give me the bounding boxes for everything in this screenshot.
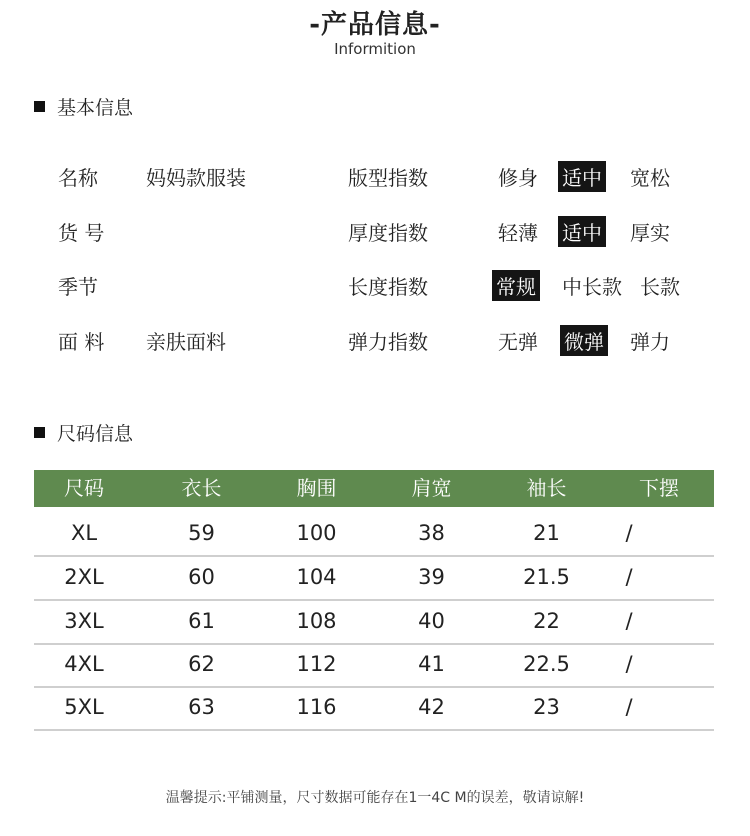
cell-size: 2XL (64, 565, 104, 589)
field-label-item-no: 货 号 (58, 221, 105, 245)
table-row (34, 686, 714, 731)
thickness-option-thick: 厚实 (630, 221, 670, 245)
cell-shoulder: 41 (418, 652, 445, 676)
elasticity-option-slight-selected: 微弹 (560, 325, 608, 356)
length-option-mid-long: 中长款 (562, 275, 622, 299)
size-info-heading (34, 418, 133, 446)
fit-option-regular-selected: 适中 (558, 161, 606, 192)
cell-bust: 100 (296, 521, 337, 545)
col-header-sleeve: 袖长 (526, 476, 567, 500)
cell-sleeve: 21 (533, 521, 560, 545)
square-bullet-icon (34, 427, 45, 438)
cell-length: 59 (188, 521, 215, 545)
thickness-option-medium-selected: 适中 (558, 216, 606, 247)
cell-length: 62 (188, 652, 215, 676)
cell-bust: 112 (296, 652, 337, 676)
cell-sleeve: 21.5 (523, 565, 570, 589)
table-row (34, 512, 714, 557)
col-header-hem: 下摆 (639, 476, 679, 500)
cell-bust: 116 (296, 695, 337, 719)
cell-shoulder: 39 (418, 565, 445, 589)
table-row (34, 643, 714, 688)
length-index-label: 长度指数 (348, 275, 428, 299)
cell-size: XL (70, 521, 98, 545)
field-label-fabric: 面 料 (58, 330, 105, 354)
elasticity-option-stretch: 弹力 (630, 330, 670, 354)
footer-note: 温馨提示:平铺测量，尺寸数据可能存在1一4C M的误差，敬请谅解! (165, 790, 585, 806)
cell-bust: 104 (296, 565, 337, 589)
elasticity-option-none: 无弹 (498, 330, 538, 354)
page-title: -产品信息- (309, 10, 441, 40)
fit-option-slim: 修身 (498, 166, 538, 190)
col-header-shoulder: 肩宽 (411, 476, 452, 500)
fit-index-label: 版型指数 (348, 166, 428, 190)
cell-length: 63 (188, 695, 215, 719)
square-bullet-icon (34, 101, 45, 112)
size-info-title: 尺码信息 (57, 422, 134, 445)
cell-sleeve: 22.5 (523, 652, 570, 676)
thickness-option-thin: 轻薄 (498, 221, 538, 245)
cell-hem: / (625, 695, 633, 719)
cell-sleeve: 22 (533, 609, 560, 633)
cell-hem: / (625, 521, 633, 545)
thickness-index-label: 厚度指数 (348, 221, 428, 245)
cell-shoulder: 40 (418, 609, 445, 633)
table-row (34, 600, 714, 645)
cell-length: 61 (188, 609, 215, 633)
length-option-long: 长款 (640, 275, 680, 299)
col-header-size: 尺码 (64, 476, 104, 500)
field-value-fabric: 亲肤面料 (146, 330, 226, 354)
field-label-name: 名称 (58, 166, 98, 190)
basic-info-heading (34, 92, 133, 120)
col-header-bust: 胸围 (296, 476, 337, 500)
fit-option-loose: 宽松 (630, 166, 670, 190)
basic-info-title: 基本信息 (57, 96, 134, 119)
field-value-name: 妈妈款服装 (146, 166, 246, 190)
cell-hem: / (625, 609, 633, 633)
col-header-length: 衣长 (181, 476, 222, 500)
elasticity-index-label: 弹力指数 (348, 330, 428, 354)
field-label-season: 季节 (58, 275, 98, 299)
size-table-header (34, 470, 714, 507)
table-row (34, 556, 714, 601)
cell-length: 60 (188, 565, 215, 589)
cell-size: 4XL (64, 652, 104, 676)
cell-shoulder: 42 (418, 695, 445, 719)
page-subtitle: Informition (334, 40, 416, 58)
length-option-regular-selected: 常规 (492, 270, 540, 301)
cell-hem: / (625, 565, 633, 589)
cell-size: 5XL (64, 695, 104, 719)
cell-shoulder: 38 (418, 521, 445, 545)
cell-sleeve: 23 (533, 695, 560, 719)
cell-bust: 108 (296, 609, 337, 633)
cell-hem: / (625, 652, 633, 676)
cell-size: 3XL (64, 609, 104, 633)
